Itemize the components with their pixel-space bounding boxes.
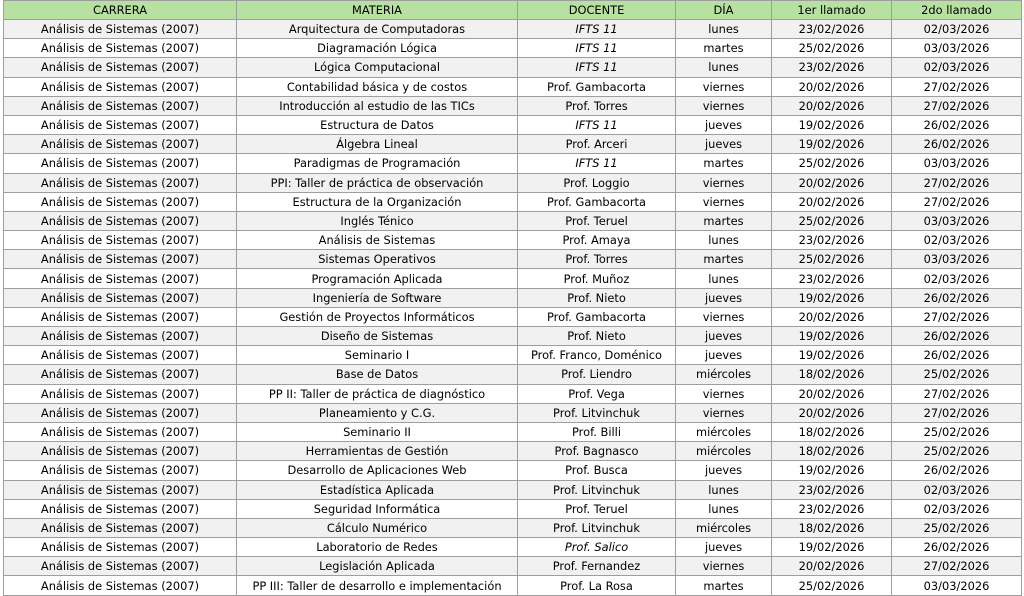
cell-docente: Prof. Torres: [518, 250, 676, 269]
cell-carrera: Análisis de Sistemas (2007): [4, 58, 237, 77]
table-row: [4, 173, 1022, 192]
header-carrera: CARRERA: [4, 1, 237, 20]
table-row: [4, 288, 1022, 307]
cell-docente: Prof. Litvinchuk: [518, 480, 676, 499]
header-1er-llamado: 1er llamado: [772, 1, 892, 20]
exam-schedule-sheet: [3, 0, 1022, 596]
cell-2do-llamado: 25/02/2026: [892, 422, 1022, 441]
cell-docente: IFTS 11: [518, 58, 676, 77]
cell-materia: Estructura de Datos: [237, 115, 518, 134]
table-row: [4, 480, 1022, 499]
table-row: [4, 461, 1022, 480]
cell-materia: Seminario II: [237, 422, 518, 441]
cell-materia: Sistemas Operativos: [237, 250, 518, 269]
cell-materia: Planeamiento y C.G.: [237, 403, 518, 422]
table-row: [4, 115, 1022, 134]
cell-dia: viernes: [676, 384, 772, 403]
cell-dia: viernes: [676, 403, 772, 422]
cell-2do-llamado: 25/02/2026: [892, 518, 1022, 537]
table-header: [4, 1, 1022, 20]
cell-dia: martes: [676, 576, 772, 595]
cell-carrera: Análisis de Sistemas (2007): [4, 135, 237, 154]
cell-carrera: Análisis de Sistemas (2007): [4, 365, 237, 384]
cell-materia: Seminario I: [237, 346, 518, 365]
cell-materia: Estructura de la Organización: [237, 192, 518, 211]
table-row: [4, 307, 1022, 326]
table-row: [4, 250, 1022, 269]
cell-2do-llamado: 26/02/2026: [892, 346, 1022, 365]
cell-carrera: Análisis de Sistemas (2007): [4, 115, 237, 134]
cell-2do-llamado: 27/02/2026: [892, 307, 1022, 326]
cell-2do-llamado: 27/02/2026: [892, 557, 1022, 576]
table-row: [4, 135, 1022, 154]
cell-2do-llamado: 02/03/2026: [892, 499, 1022, 518]
cell-2do-llamado: 26/02/2026: [892, 461, 1022, 480]
cell-2do-llamado: 02/03/2026: [892, 480, 1022, 499]
cell-2do-llamado: 03/03/2026: [892, 211, 1022, 230]
cell-carrera: Análisis de Sistemas (2007): [4, 154, 237, 173]
cell-1er-llamado: 23/02/2026: [772, 480, 892, 499]
cell-dia: miércoles: [676, 442, 772, 461]
header-row: [4, 1, 1022, 20]
table-row: [4, 499, 1022, 518]
header-2do-llamado: 2do llamado: [892, 1, 1022, 20]
cell-docente: Prof. Arceri: [518, 135, 676, 154]
cell-materia: Diseño de Sistemas: [237, 327, 518, 346]
cell-carrera: Análisis de Sistemas (2007): [4, 77, 237, 96]
cell-dia: lunes: [676, 480, 772, 499]
cell-carrera: Análisis de Sistemas (2007): [4, 307, 237, 326]
cell-dia: jueves: [676, 115, 772, 134]
cell-1er-llamado: 20/02/2026: [772, 192, 892, 211]
cell-dia: jueves: [676, 135, 772, 154]
cell-docente: Prof. Billi: [518, 422, 676, 441]
cell-2do-llamado: 02/03/2026: [892, 269, 1022, 288]
cell-docente: Prof. Fernandez: [518, 557, 676, 576]
cell-materia: Estadística Aplicada: [237, 480, 518, 499]
cell-2do-llamado: 27/02/2026: [892, 173, 1022, 192]
cell-materia: Contabilidad básica y de costos: [237, 77, 518, 96]
cell-docente: Prof. La Rosa: [518, 576, 676, 595]
cell-dia: viernes: [676, 307, 772, 326]
cell-materia: PP II: Taller de práctica de diagnóstico: [237, 384, 518, 403]
table-row: [4, 384, 1022, 403]
cell-dia: miércoles: [676, 365, 772, 384]
cell-1er-llamado: 20/02/2026: [772, 77, 892, 96]
cell-1er-llamado: 20/02/2026: [772, 557, 892, 576]
header-docente: DOCENTE: [518, 1, 676, 20]
cell-2do-llamado: 03/03/2026: [892, 576, 1022, 595]
cell-dia: jueves: [676, 538, 772, 557]
cell-dia: jueves: [676, 461, 772, 480]
cell-1er-llamado: 25/02/2026: [772, 211, 892, 230]
cell-docente: Prof. Teruel: [518, 211, 676, 230]
cell-materia: Álgebra Lineal: [237, 135, 518, 154]
cell-materia: Laboratorio de Redes: [237, 538, 518, 557]
cell-dia: viernes: [676, 192, 772, 211]
cell-1er-llamado: 25/02/2026: [772, 154, 892, 173]
cell-dia: viernes: [676, 173, 772, 192]
cell-2do-llamado: 26/02/2026: [892, 538, 1022, 557]
cell-1er-llamado: 19/02/2026: [772, 346, 892, 365]
cell-materia: Análisis de Sistemas: [237, 231, 518, 250]
cell-2do-llamado: 27/02/2026: [892, 403, 1022, 422]
cell-docente: Prof. Vega: [518, 384, 676, 403]
cell-carrera: Análisis de Sistemas (2007): [4, 557, 237, 576]
cell-materia: PPI: Taller de práctica de observación: [237, 173, 518, 192]
cell-carrera: Análisis de Sistemas (2007): [4, 250, 237, 269]
table-row: [4, 231, 1022, 250]
cell-materia: PP III: Taller de desarrollo e implementación: [237, 576, 518, 595]
cell-dia: miércoles: [676, 422, 772, 441]
cell-docente: Prof. Gambacorta: [518, 192, 676, 211]
cell-carrera: Análisis de Sistemas (2007): [4, 96, 237, 115]
cell-docente: Prof. Gambacorta: [518, 307, 676, 326]
cell-1er-llamado: 20/02/2026: [772, 384, 892, 403]
cell-2do-llamado: 03/03/2026: [892, 154, 1022, 173]
cell-1er-llamado: 25/02/2026: [772, 576, 892, 595]
cell-2do-llamado: 26/02/2026: [892, 135, 1022, 154]
exam-schedule-table: [3, 0, 1022, 596]
cell-1er-llamado: 20/02/2026: [772, 96, 892, 115]
cell-dia: lunes: [676, 269, 772, 288]
cell-materia: Seguridad Informática: [237, 499, 518, 518]
cell-docente: Prof. Teruel: [518, 499, 676, 518]
cell-dia: viernes: [676, 557, 772, 576]
cell-2do-llamado: 27/02/2026: [892, 77, 1022, 96]
cell-carrera: Análisis de Sistemas (2007): [4, 422, 237, 441]
table-row: [4, 58, 1022, 77]
header-materia: MATERIA: [237, 1, 518, 20]
cell-docente: Prof. Liendro: [518, 365, 676, 384]
cell-1er-llamado: 23/02/2026: [772, 499, 892, 518]
cell-carrera: Análisis de Sistemas (2007): [4, 403, 237, 422]
cell-materia: Legislación Aplicada: [237, 557, 518, 576]
cell-materia: Diagramación Lógica: [237, 39, 518, 58]
cell-docente: IFTS 11: [518, 20, 676, 39]
table-row: [4, 576, 1022, 595]
cell-carrera: Análisis de Sistemas (2007): [4, 39, 237, 58]
cell-1er-llamado: 18/02/2026: [772, 518, 892, 537]
cell-carrera: Análisis de Sistemas (2007): [4, 20, 237, 39]
cell-materia: Ingeniería de Software: [237, 288, 518, 307]
table-row: [4, 96, 1022, 115]
cell-carrera: Análisis de Sistemas (2007): [4, 518, 237, 537]
cell-materia: Lógica Computacional: [237, 58, 518, 77]
cell-docente: Prof. Loggio: [518, 173, 676, 192]
cell-2do-llamado: 02/03/2026: [892, 58, 1022, 77]
table-row: [4, 365, 1022, 384]
cell-2do-llamado: 02/03/2026: [892, 20, 1022, 39]
cell-2do-llamado: 27/02/2026: [892, 192, 1022, 211]
cell-carrera: Análisis de Sistemas (2007): [4, 192, 237, 211]
cell-1er-llamado: 19/02/2026: [772, 115, 892, 134]
cell-carrera: Análisis de Sistemas (2007): [4, 173, 237, 192]
cell-materia: Arquitectura de Computadoras: [237, 20, 518, 39]
cell-materia: Inglés Ténico: [237, 211, 518, 230]
cell-docente: IFTS 11: [518, 39, 676, 58]
cell-1er-llamado: 23/02/2026: [772, 20, 892, 39]
header-dia: DÍA: [676, 1, 772, 20]
cell-materia: Programación Aplicada: [237, 269, 518, 288]
cell-docente: Prof. Gambacorta: [518, 77, 676, 96]
cell-materia: Cálculo Numérico: [237, 518, 518, 537]
cell-docente: Prof. Litvinchuk: [518, 403, 676, 422]
cell-dia: viernes: [676, 96, 772, 115]
cell-carrera: Análisis de Sistemas (2007): [4, 231, 237, 250]
cell-docente: Prof. Muñoz: [518, 269, 676, 288]
cell-2do-llamado: 26/02/2026: [892, 115, 1022, 134]
cell-1er-llamado: 20/02/2026: [772, 403, 892, 422]
cell-1er-llamado: 18/02/2026: [772, 422, 892, 441]
cell-dia: jueves: [676, 346, 772, 365]
table-row: [4, 39, 1022, 58]
cell-1er-llamado: 19/02/2026: [772, 538, 892, 557]
cell-1er-llamado: 19/02/2026: [772, 135, 892, 154]
cell-docente: Prof. Salico: [518, 538, 676, 557]
cell-materia: Paradigmas de Programación: [237, 154, 518, 173]
cell-docente: IFTS 11: [518, 115, 676, 134]
cell-2do-llamado: 03/03/2026: [892, 250, 1022, 269]
cell-materia: Introducción al estudio de las TICs: [237, 96, 518, 115]
cell-dia: viernes: [676, 77, 772, 96]
cell-carrera: Análisis de Sistemas (2007): [4, 576, 237, 595]
cell-dia: lunes: [676, 499, 772, 518]
table-row: [4, 403, 1022, 422]
cell-2do-llamado: 27/02/2026: [892, 384, 1022, 403]
cell-docente: Prof. Torres: [518, 96, 676, 115]
cell-materia: Gestión de Proyectos Informáticos: [237, 307, 518, 326]
cell-dia: martes: [676, 211, 772, 230]
cell-docente: Prof. Litvinchuk: [518, 518, 676, 537]
cell-dia: jueves: [676, 327, 772, 346]
cell-2do-llamado: 25/02/2026: [892, 442, 1022, 461]
cell-carrera: Análisis de Sistemas (2007): [4, 288, 237, 307]
cell-1er-llamado: 23/02/2026: [772, 231, 892, 250]
cell-2do-llamado: 26/02/2026: [892, 288, 1022, 307]
cell-carrera: Análisis de Sistemas (2007): [4, 269, 237, 288]
cell-dia: jueves: [676, 288, 772, 307]
cell-1er-llamado: 20/02/2026: [772, 173, 892, 192]
cell-carrera: Análisis de Sistemas (2007): [4, 327, 237, 346]
cell-2do-llamado: 03/03/2026: [892, 39, 1022, 58]
cell-docente: Prof. Bagnasco: [518, 442, 676, 461]
table-row: [4, 269, 1022, 288]
table-row: [4, 77, 1022, 96]
cell-dia: martes: [676, 154, 772, 173]
cell-dia: martes: [676, 39, 772, 58]
cell-1er-llamado: 19/02/2026: [772, 461, 892, 480]
cell-1er-llamado: 19/02/2026: [772, 327, 892, 346]
cell-materia: Base de Datos: [237, 365, 518, 384]
cell-docente: Prof. Amaya: [518, 231, 676, 250]
cell-carrera: Análisis de Sistemas (2007): [4, 499, 237, 518]
cell-1er-llamado: 25/02/2026: [772, 39, 892, 58]
cell-2do-llamado: 26/02/2026: [892, 327, 1022, 346]
table-row: [4, 154, 1022, 173]
table-row: [4, 538, 1022, 557]
cell-docente: Prof. Busca: [518, 461, 676, 480]
table-row: [4, 346, 1022, 365]
cell-1er-llamado: 23/02/2026: [772, 58, 892, 77]
table-row: [4, 422, 1022, 441]
table-row: [4, 518, 1022, 537]
table-row: [4, 20, 1022, 39]
cell-carrera: Análisis de Sistemas (2007): [4, 346, 237, 365]
cell-carrera: Análisis de Sistemas (2007): [4, 442, 237, 461]
cell-docente: IFTS 11: [518, 154, 676, 173]
cell-carrera: Análisis de Sistemas (2007): [4, 384, 237, 403]
cell-dia: lunes: [676, 231, 772, 250]
table-row: [4, 211, 1022, 230]
cell-1er-llamado: 19/02/2026: [772, 288, 892, 307]
cell-materia: Desarrollo de Aplicaciones Web: [237, 461, 518, 480]
cell-2do-llamado: 27/02/2026: [892, 96, 1022, 115]
cell-materia: Herramientas de Gestión: [237, 442, 518, 461]
cell-carrera: Análisis de Sistemas (2007): [4, 538, 237, 557]
cell-2do-llamado: 25/02/2026: [892, 365, 1022, 384]
cell-2do-llamado: 02/03/2026: [892, 231, 1022, 250]
cell-1er-llamado: 20/02/2026: [772, 307, 892, 326]
table-row: [4, 192, 1022, 211]
cell-dia: lunes: [676, 20, 772, 39]
cell-carrera: Análisis de Sistemas (2007): [4, 211, 237, 230]
cell-1er-llamado: 18/02/2026: [772, 442, 892, 461]
cell-docente: Prof. Nieto: [518, 327, 676, 346]
cell-carrera: Análisis de Sistemas (2007): [4, 461, 237, 480]
table-row: [4, 557, 1022, 576]
cell-dia: martes: [676, 250, 772, 269]
cell-dia: miércoles: [676, 518, 772, 537]
table-row: [4, 442, 1022, 461]
cell-carrera: Análisis de Sistemas (2007): [4, 480, 237, 499]
table-row: [4, 327, 1022, 346]
cell-1er-llamado: 25/02/2026: [772, 250, 892, 269]
table-body: [4, 20, 1022, 596]
cell-docente: Prof. Nieto: [518, 288, 676, 307]
cell-1er-llamado: 18/02/2026: [772, 365, 892, 384]
cell-1er-llamado: 23/02/2026: [772, 269, 892, 288]
cell-docente: Prof. Franco, Doménico: [518, 346, 676, 365]
cell-dia: lunes: [676, 58, 772, 77]
